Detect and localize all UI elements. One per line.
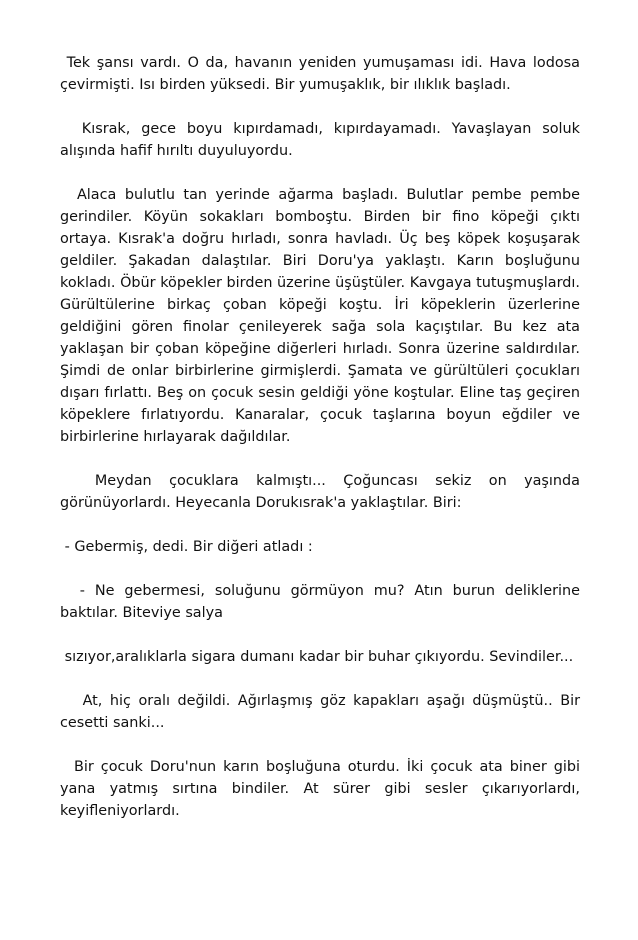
paragraph: Bir çocuk Doru'nun karın boşluğuna oturdu. İki çocuk ata biner gibi yana yatmış sırtına bindiler. At sürer gibi sesler çıkarıyorlardı, keyifleniyorlardı. (60, 759, 585, 819)
document-page (60, 52, 585, 844)
paragraph: sızıyor,aralıklarla sigara dumanı kadar bir buhar çıkıyordu. Sevindiler... (60, 649, 574, 665)
paragraph: At, hiç oralı değildi. Ağırlaşmış göz kapakları aşağı düşmüştü.. Bir cesetti sanki... (60, 693, 585, 731)
paragraph: - Ne gebermesi, soluğunu görmüyon mu? Atın burun deliklerine baktılar. Biteviye salya (60, 583, 585, 621)
paragraph: - Gebermiş, dedi. Bir diğeri atladı : (60, 539, 313, 555)
paragraph: Tek şansı vardı. O da, havanın yeniden yumuşaması idi. Hava lodosa çevirmişti. Isı birden yüksedi. Bir yumuşaklık, bir ılıklık başladı. (60, 55, 585, 93)
page-footer-mark (454, 930, 474, 934)
paragraph: Meydan çocuklara kalmıştı... Çoğuncası sekiz on yaşında görünüyorlardı. Heyecanla Dorukısrak'a yaklaştılar. Biri: (60, 473, 585, 511)
paragraph: Kısrak, gece boyu kıpırdamadı, kıpırdayamadı. Yavaşlayan soluk alışında hafif hırıltı duyuluyordu. (60, 121, 585, 159)
paragraph: Alaca bulutlu tan yerinde ağarma başladı. Bulutlar pembe pembe gerindiler. Köyün sokakları bomboştu. Birden bir fino köpeği çıktı ortaya. Kısrak'a doğru hırladı, sonra havladı. Üç beş köpek koşuşarak geldiler. Şakadan dalaştılar. Biri Doru'ya yaklaştı. Karın boşluğunu kokladı. Öbür köpekler birden üzerine üşüştüler. Kavgaya tutuşmuşlardı. Gürültülerine birkaç çoban köpeği koştu. İri köpeklerin üzerlerine geldiğini gören finolar çenileyerek sağa sola kaçıştılar. Bu kez ata yaklaşan bir çoban köpeğine diğerleri hırladı. Sonra üzerine saldırdılar. Şimdi de onlar birbirlerine girmişlerdi. Şamata ve gürültüleri çocukları dışarı fırlattı. Beş on çocuk sesin geldiği yöne koştular. Eline taş geçiren köpeklere fırlatıyordu. Kanaralar, çocuk taşlarına boyun eğdiler ve birbirlerine hırlayarak dağıldılar. (60, 187, 585, 445)
